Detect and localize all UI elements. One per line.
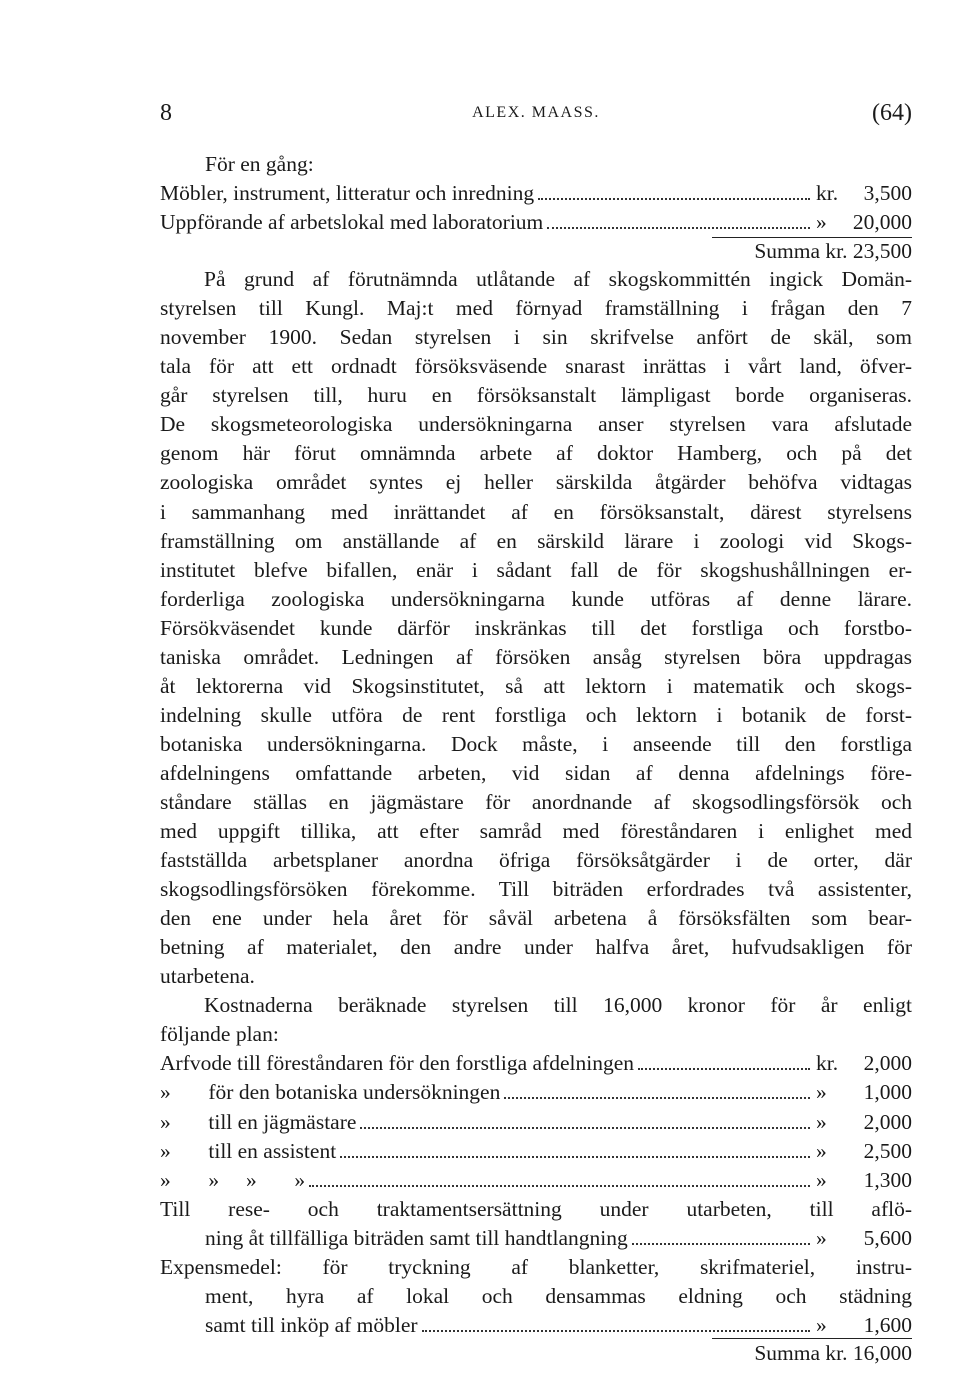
paragraph-line: indelning skulle utföra de rent forstliga och lektorn i botanik de forst- [160, 702, 912, 727]
paragraph-line: skogsodlingsförsöken förekomme. Till biträden erfordrades två assistenter, [160, 877, 912, 902]
paragraph-line: forderliga zoologiska undersökningarna kunde utföras af denne lärare. [160, 586, 912, 611]
item-currency: » [816, 1167, 827, 1192]
item-amount: 2,000 [863, 1051, 912, 1076]
paragraph-line: i sammanhang med inrättandet af en försöksanstalt, därest styrelsens [160, 499, 912, 524]
item-text-line: Expensmedel: för tryckning af blanketter, skrifmateriel, instru- [160, 1254, 912, 1279]
item-amount: 3,500 [863, 181, 912, 206]
item-currency: » [816, 210, 827, 235]
paragraph-line: Försökväsendet kunde därför inskränkas till det forstliga och forstbo- [160, 615, 912, 640]
item-label: » till en jägmästare [160, 1109, 357, 1134]
paragraph-2-line: Kostnaderna beräknade styrelsen till 16,000 kronor för år enligt [204, 993, 912, 1018]
paragraph-2-line-last: följande plan: [160, 1022, 279, 1047]
item-label: Arfvode till föreståndaren för den forstliga afdelningen [160, 1051, 635, 1076]
paragraph-line: styrelsen till Kungl. Maj:t med förnyad framställning i frågan den 7 [160, 296, 912, 321]
paragraph-line: går styrelsen till, huru en försöksanstalt lämpligast borde organiseras. [160, 383, 912, 408]
item-text-line: Till rese- och traktamentsersättning under utarbeten, till aflö- [160, 1196, 912, 1221]
item-row [160, 1311, 912, 1340]
dot-leader [638, 1067, 810, 1070]
paragraph-line: fastställda arbetsplaner anordna öfriga försöksåtgärder i de orter, där [160, 848, 912, 873]
dot-leader [504, 1096, 810, 1099]
items1-row [160, 179, 912, 208]
page-number: 8 [160, 100, 172, 126]
item-amount: 2,500 [863, 1138, 912, 1163]
item-row [160, 1049, 912, 1078]
paragraph-line: botaniska undersökningarna. Dock måste, i anseende till den forstliga [160, 731, 912, 756]
item-label: Uppförande af arbetslokal med laboratorium [160, 210, 544, 235]
paragraph-1 [160, 265, 912, 962]
item-row [160, 1224, 912, 1253]
items2-list [160, 1049, 912, 1339]
dot-leader [340, 1155, 810, 1158]
item-currency: kr. [816, 1051, 839, 1076]
items2-sum [160, 1339, 912, 1368]
item-text-line: ment, hyra af lokal och densammas eldning och städning [205, 1283, 912, 1308]
paragraph-line: åt lektorerna vid Skogsinstitutet, så att lektorn i matematik och skogs- [160, 673, 912, 698]
page-header [160, 100, 912, 140]
paragraph-line: afdelningens omfattande arbeten, vid sidan af denna afdelnings före- [160, 760, 912, 785]
item-row [160, 1108, 912, 1137]
item-currency: » [816, 1225, 827, 1250]
item-currency: » [816, 1080, 827, 1105]
item-label: ning åt tillfälliga biträden samt till handtlangning [205, 1225, 628, 1250]
paragraph-line: betning af materialet, den andre under halfva året, hufvudsakligen för [160, 935, 912, 960]
paragraph-line-last: utarbetena. [160, 964, 255, 989]
item-row [160, 1137, 912, 1166]
item-amount: 1,000 [863, 1080, 912, 1105]
dot-leader [360, 1126, 810, 1129]
part-number: (64) [872, 100, 912, 126]
item-amount: 20,000 [852, 210, 912, 235]
item-label: » till en assistent [160, 1138, 337, 1163]
item-amount: 2,000 [863, 1109, 912, 1134]
item-currency: kr. [816, 181, 839, 206]
sum-amount: 23,500 [852, 239, 912, 264]
paragraph-line: genom här förut omnämnda arbete af doktor Hamberg, och på det [160, 441, 912, 466]
sum-amount: 16,000 [852, 1340, 912, 1365]
paragraph-line: med uppgift tillika, att efter samråd med föreståndaren i enlighet med [160, 819, 912, 844]
sum-label: Summa kr. [754, 1340, 848, 1365]
paragraph-line: den ene under hela året för såväl arbetena å försöksfälten som bear- [160, 906, 912, 931]
paragraph-line: zoologiska området syntes ej heller särskilda åtgärder behöfva vidtagas [160, 470, 912, 495]
item-amount: 1,300 [863, 1167, 912, 1192]
running-title: ALEX. MAASS. [472, 104, 600, 121]
item-amount: 5,600 [863, 1225, 912, 1250]
item-label: Möbler, instrument, litteratur och inredning [160, 181, 535, 206]
dot-leader [422, 1329, 810, 1332]
paragraph-line: taniska området. Ledningen af försöken ansåg styrelsen böra uppdragas [160, 644, 912, 669]
items1-row [160, 208, 912, 237]
paragraph-line: framställning om anställande af en särskild lärare i zoologi vid Skogs- [160, 528, 912, 553]
item-currency: » [816, 1312, 827, 1337]
dot-leader [538, 197, 810, 200]
dot-leader [309, 1184, 810, 1187]
paragraph-line: På grund af förutnämnda utlåtande af skogskommittén ingick Domän- [204, 267, 912, 292]
item-label: » för den botaniska undersökningen [160, 1080, 501, 1105]
paragraph-line: De skogsmeteorologiska undersökningarna anser styrelsen vara afslutade [160, 412, 912, 437]
item-currency: » [816, 1138, 827, 1163]
sum-label: Summa kr. [754, 239, 848, 264]
item-currency: » [816, 1109, 827, 1134]
dot-leader [547, 226, 810, 229]
paragraph-line: ståndare ställas en jägmästare för anordnande af skogsodlingsförsök och [160, 789, 912, 814]
paragraph-line: tala för att ett ordnadt försöksväsende snarast inrättas i vårt land, öfver- [160, 354, 912, 379]
dot-leader [632, 1242, 810, 1245]
item-label: » » » » [160, 1167, 306, 1192]
items1-sum [160, 238, 912, 265]
item-amount: 1,600 [863, 1312, 912, 1337]
item-label: samt till inköp af möbler [205, 1312, 418, 1337]
body-text [160, 150, 912, 1368]
paragraph-line: institutet blefve bifallen, enär i sådant fall de för skogshushållningen er- [160, 557, 912, 582]
item-row [160, 1166, 912, 1195]
item-row [160, 1078, 912, 1107]
items1-intro: För en gång: [205, 152, 314, 176]
paragraph-line: november 1900. Sedan styrelsen i sin skrifvelse anfört de skäl, som [160, 325, 912, 350]
